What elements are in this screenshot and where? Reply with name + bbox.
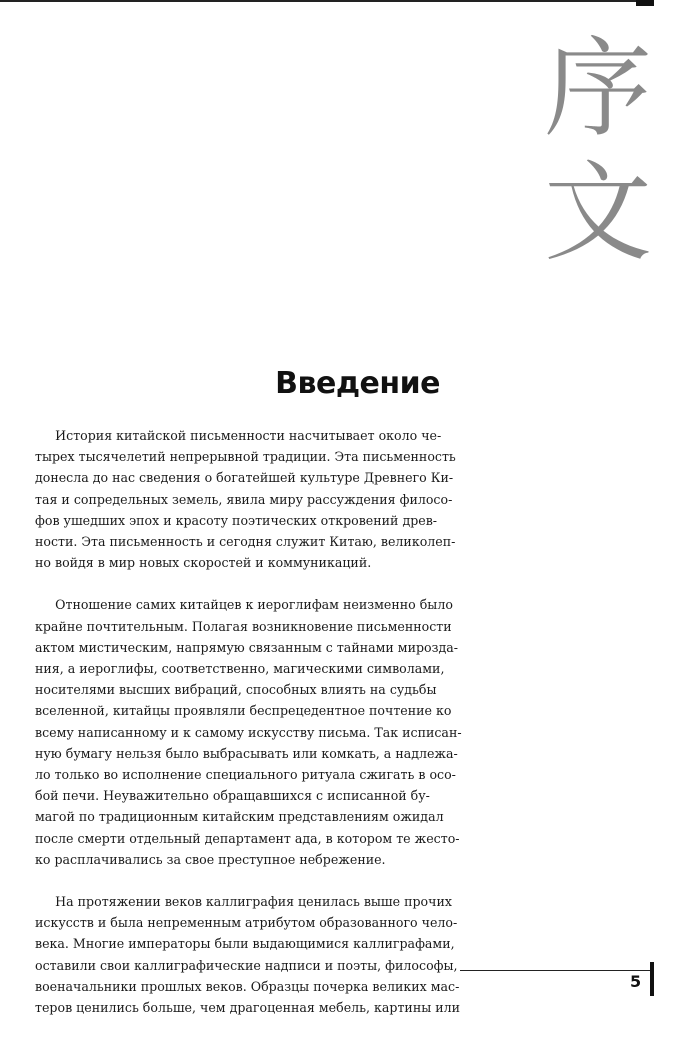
chinese-char-wen: 文	[543, 151, 652, 276]
text-line: ную бумагу нельзя было выбрасывать или комкать, а надлежа-	[35, 745, 458, 761]
text-line: носителями высших вибраций, способных влиять на судьбы	[35, 682, 437, 698]
text-line: Отношение самих китайцев к иероглифам неизменно было	[55, 597, 453, 613]
text-line: после смерти отдельный департамент ада, в котором те жесто-	[35, 830, 460, 846]
text-line: актом мистическим, напрямую связанным с тайнами мирозда-	[35, 639, 459, 655]
text-line: ло только во исполнение специального ритуала сжигать в осо-	[35, 767, 456, 783]
chinese-char-xu: 序	[543, 27, 652, 152]
text-line: оставили свои каллиграфические надписи и поэты, философы,	[35, 957, 458, 973]
top-corner-tab	[636, 0, 654, 6]
text-line: но войдя в мир новых скоростей и коммуникаций.	[35, 555, 372, 571]
page-title: Введение	[275, 366, 440, 401]
text-line: ко расплачивались за свое преступное небрежение.	[35, 851, 386, 867]
text-line: тая и сопредельных земель, явила миру рассуждения филосо-	[35, 491, 453, 507]
text-line: всему написанному и к самому искусству письма. Так исписан-	[35, 724, 462, 740]
text-line: тырех тысячелетий непрерывной традиции. Эта письменность	[35, 449, 456, 465]
text-line: бой печи. Неуважительно обращавшихся с исписанной бу-	[35, 788, 430, 804]
text-line: донесла до нас сведения о богатейшей культуре Древнего Ки-	[35, 470, 454, 486]
page-number-bar	[650, 962, 654, 996]
paragraph-1	[35, 425, 456, 573]
text-line: века. Многие императоры были выдающимися каллиграфами,	[35, 936, 455, 952]
paragraph-3	[35, 891, 461, 1018]
text-line: военачальники прошлых веков. Образцы почерка великих мас-	[35, 978, 460, 994]
page-number: 5	[630, 972, 642, 991]
text-line: На протяжении веков каллиграфия ценилась выше прочих	[55, 894, 452, 910]
text-line: магой по традиционным китайским представлениям ожидал	[35, 809, 444, 825]
text-line: теров ценились больше, чем драгоценная мебель, картины или	[35, 1000, 461, 1016]
paragraph-2	[35, 594, 462, 870]
text-line: ности. Эта письменность и сегодня служит Китаю, великолеп-	[35, 534, 456, 550]
text-line: История китайской письменности насчитывает около че-	[55, 428, 442, 443]
text-line: крайне почтительным. Полагая возникновение письменности	[35, 618, 452, 634]
text-line: вселенной, китайцы проявляли беспрецедентное почтение ко	[35, 703, 452, 719]
text-line: ния, а иероглифы, соответственно, магическими символами,	[35, 661, 445, 677]
top-rule	[0, 0, 648, 2]
text-line: фов ушедших эпох и красоту поэтических откровений древ-	[35, 512, 438, 528]
footer-rule	[460, 970, 650, 971]
body-text	[35, 425, 462, 1039]
text-line: искусств и была непременным атрибутом образованного чело-	[35, 915, 458, 931]
